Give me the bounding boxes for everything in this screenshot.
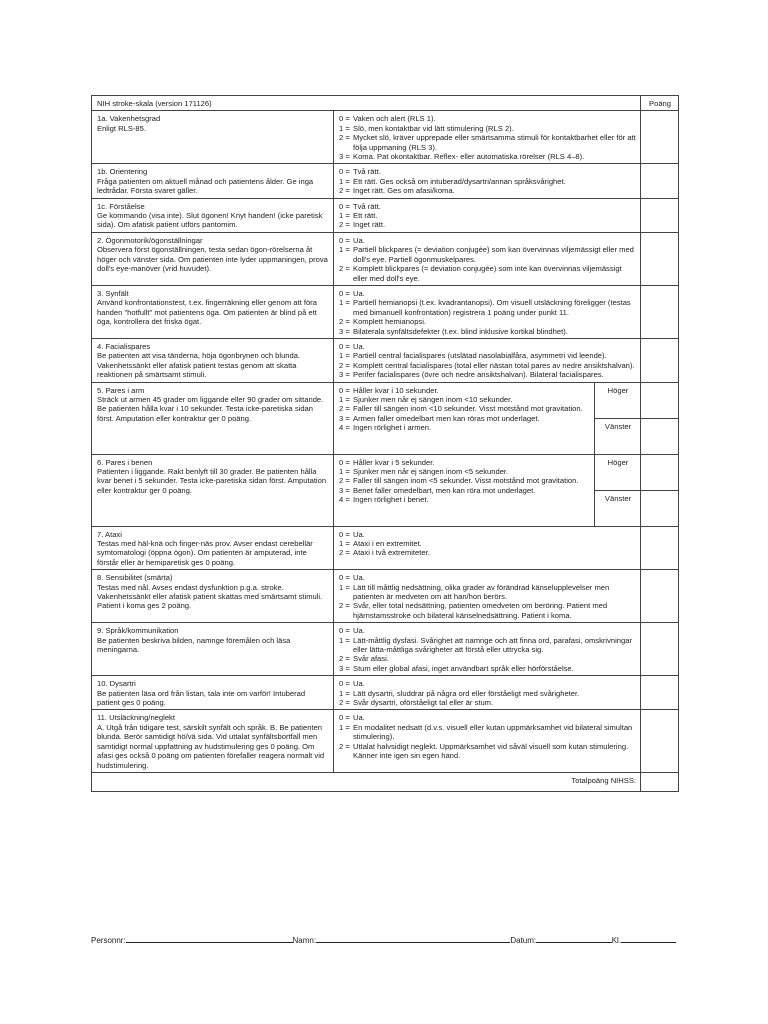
score-value: 2 = [339,601,350,611]
item-heading: 3. Synfält [97,288,129,298]
item-instructions: Enligt RLS-85. [97,123,146,133]
score-value: 3 = [339,326,350,336]
score-option [339,530,636,539]
nihss-form [91,95,676,792]
score-description: Ua. [353,235,365,245]
score-value: 0 = [339,626,350,636]
item-description-cell [92,570,334,623]
item-options-cell [334,454,595,526]
score-option [339,124,636,133]
score-option [339,713,636,722]
item-heading: 1c. Förståelse [97,201,145,211]
item-instructions: Be patienten beskriva bilden, namnge föremålen och läsa meningarna. [97,635,291,655]
item-heading: 4. Facialispares [97,341,151,351]
score-description: Två rätt. [353,201,381,211]
score-option [339,351,636,360]
item-row-1c [92,198,679,232]
score-option [339,486,590,495]
score-option [339,152,636,161]
score-option [339,245,636,264]
score-option [339,289,636,298]
score-value: 2 = [339,654,350,664]
points-cell[interactable] [641,418,679,454]
score-description: Ingen rörlighet i armen. [353,423,432,433]
item-heading: 10. Dysartri [97,679,136,689]
score-description: Perifer facialispares (övre och nedre ansiktshalvan). Bilateral facialispares. [353,370,604,380]
item-heading: 7. Ataxi [97,529,122,539]
personnr-label: Personnr: [91,936,126,945]
score-description: Bilaterala synfältsdefekter (t.ex. blind inklusive kortikal blindhet). [353,326,568,336]
item-row-1b [92,164,679,198]
score-option [339,626,636,635]
item-row-3 [92,285,679,338]
score-description: Vaken och alert (RLS 1). [353,114,436,124]
score-value: 0 = [339,201,350,211]
score-value: 0 = [339,288,350,298]
score-description: Ett rätt. Ges också om intuberad/dysartri/annan språksvårighet. [353,176,566,186]
item-options-cell [334,164,641,198]
score-value: 1 = [339,176,350,186]
score-value: 0 = [339,713,350,723]
score-value: 0 = [339,529,350,539]
item-heading: 5. Pares i arm [97,385,145,395]
item-description-cell [92,710,334,772]
score-description: Svår, eller total nedsättning, patienten omedveten om beröring. Patient med hjärnstamsstroke och bilateral känselnedsättning. Patient i koma. [353,601,608,620]
score-value: 1 = [339,635,350,645]
namn-label: Namn: [292,936,317,945]
score-value: 1 = [339,722,350,732]
score-description: Sjunker men når ej sängen inom <5 sekunder. [353,466,509,476]
item-description-cell [92,198,334,232]
score-description: Stum eller global afasi, inget användbart språk eller hörförståelse. [353,663,574,673]
item-instructions: Patienten i liggande. Rakt benlyft till 30 grader. Be patienten hålla kvar benet i 5 sekunder. Testa icke-paretiska sidan först. Amputation eller kontraktur ger 0 poäng. [97,466,327,495]
side-label-höger: Höger [595,454,641,490]
item-description-cell [92,338,334,382]
score-description: Inget rätt. Ges om afasi/koma. [353,186,455,196]
points-cell[interactable] [641,623,679,676]
score-description: Ett rätt. [353,211,378,221]
score-option [339,654,636,663]
datum-label: Datum: [510,936,537,945]
kl-label: Kl. [611,936,622,945]
item-options-cell [334,338,641,382]
total-row [92,772,679,791]
score-value: 0 = [339,235,350,245]
score-value: 2 = [339,360,350,370]
item-row-6 [92,454,679,490]
item-options-cell [334,198,641,232]
score-description: Faller till sängen inom <10 sekunder. Visst motstånd mot gravitation. [353,404,583,414]
item-instructions: Ge kommando (visa inte). Slut ögonen! Knyt handen! (icke paretisk sida). Om afatisk patient utförs pantomim. [97,211,323,230]
score-option [339,742,636,761]
points-cell[interactable] [641,526,679,570]
score-option [339,114,636,123]
item-description-cell [92,164,334,198]
score-value: 1 = [339,538,350,548]
side-label-vanster: Vänster [595,490,641,526]
personnr-field[interactable] [126,933,293,943]
score-description: Lätt dysartri, sluddrar på några ord eller förståeligt med svårigheter. [353,688,580,698]
score-description: Lätt-måttlig dysfasi. Svårighet att namnge och att finna ord, parafasi, omskrivningar eller lätta-måttliga svårigheter att förstå eller uttrycka sig. [353,635,632,655]
datum-field[interactable] [536,933,612,943]
score-option [339,220,636,229]
score-value: 0 = [339,385,350,395]
score-option [339,317,636,326]
item-instructions: Testas med nål. Avses endast dysfunktion p.g.a. stroke. Vakenhetssänkt eller afatisk patient skattas med smärtsamt stimuli. Patient i koma ges 2 poäng. [97,582,323,611]
score-option [339,573,636,582]
score-description: Ua. [353,529,365,539]
item-instructions: Observera först ögonställningen, testa sedan ögon-rörelserna åt höger och vänster sida. Om patienten inte lyder uppmaningen, prova doll's eye-manöver (vrid huvudet). [97,245,328,274]
item-row-5 [92,382,679,418]
score-value: 1 = [339,245,350,255]
item-heading: 2. Ögonmotorik/ögonställningar [97,235,203,245]
score-option [339,186,636,195]
score-option [339,167,636,176]
score-description: Partiell central facialispares (utslätad nasolabialfåra, asymmetri vid leende). [353,351,607,361]
score-option [339,689,636,698]
namn-field[interactable] [316,933,510,943]
score-value: 1 = [339,466,350,476]
score-value: 3 = [339,413,350,423]
score-value: 2 = [339,476,350,486]
score-description: Komplett hemianopsi. [353,317,427,327]
score-option [339,458,590,467]
item-heading: 9. Språk/kommunikation [97,626,179,636]
score-description: Ua. [353,679,365,689]
kl-field[interactable] [621,933,676,943]
score-description: Mycket slö, kräver upprepade eller smärtsamma stimuli för kontaktbarhet eller för att följa uppmaning (RLS 3). [353,133,636,152]
score-description: Komplett central facialispares (total eller nästan total pares av nedre ansiktshalvan). [353,360,635,370]
score-option [339,548,636,557]
item-row-11 [92,710,679,772]
score-value: 0 = [339,341,350,351]
item-options-cell [334,676,641,710]
score-description: Faller till sängen inom <5 sekunder. Visst motstånd mot gravitation. [353,476,579,486]
score-description: Håller kvar i 10 sekunder. [353,385,439,395]
score-option [339,636,636,655]
item-row-8 [92,570,679,623]
score-value: 0 = [339,114,350,124]
score-option [339,404,590,413]
score-description: Ingen rörlighet i benet. [353,495,429,505]
score-description: Sjunker men når ej sängen inom <10 sekunder. [353,394,513,404]
item-row-2 [92,232,679,285]
score-description: Två rätt. [353,167,381,177]
item-description-cell [92,526,334,570]
points-cell[interactable] [641,285,679,338]
score-description: Koma. Pat okontaktbar. Reflex- eller automatiska rörelser (RLS 4–8). [353,152,585,162]
score-value: 2 = [339,741,350,751]
score-description: Håller kvar i 5 sekunder. [353,457,435,467]
item-description-cell [92,623,334,676]
score-option [339,264,636,283]
score-description: Partiell blickpares (= deviation conjugée) som kan övervinnas viljemässigt eller med doll's eye. Partiell ögonmuskelpares. [353,245,634,264]
score-option [339,423,590,432]
score-option [339,495,590,504]
score-description: Ua. [353,626,365,636]
score-option [339,664,636,673]
item-description-cell [92,232,334,285]
score-option [339,327,636,336]
score-option [339,476,590,485]
item-options-cell [334,382,595,454]
score-value: 2 = [339,133,350,143]
points-cell[interactable] [641,676,679,710]
points-cell[interactable] [641,232,679,285]
score-description: Svår dysartri, oförståeligt tal eller är stum. [353,698,494,708]
score-option [339,177,636,186]
score-description: Ua. [353,288,365,298]
score-description: Ataxi i en extremitet. [353,538,422,548]
score-value: 2 = [339,404,350,414]
score-description: En modalitet nedsatt (d.v.s. visuell eller kutan uppmärksamhet vid bilateral simultan stimulering). [353,722,633,742]
score-value: 2 = [339,186,350,196]
score-value: 2 = [339,220,350,230]
score-value: 3 = [339,152,350,162]
score-value: 2 = [339,698,350,708]
item-row-10 [92,676,679,710]
score-value: 1 = [339,211,350,221]
item-heading: 6. Pares i benen [97,457,153,467]
score-description: Inget rätt. [353,220,386,230]
patient-info-footer [91,933,676,945]
score-option [339,211,636,220]
item-instructions: Sträck ut armen 45 grader om liggande eller 90 grader om sittande. Be patienten hålla kvar i 10 sekunder. Testa icke-paretiska sidan först. Amputation eller kontraktur ger 0 poäng. [97,394,324,423]
item-description-cell [92,676,334,710]
score-option [339,386,590,395]
points-cell[interactable] [641,382,679,418]
item-description-cell [92,285,334,338]
item-row-7 [92,526,679,570]
item-heading: 1b. Orientering [97,167,148,177]
score-value: 3 = [339,370,350,380]
score-description: Ua. [353,573,365,583]
points-cell[interactable] [641,454,679,490]
item-instructions: Testas med häl-knä och finger-näs prov. Avser endast cerebellär symtomatologi (öppna ögon). Om patienten är amputerad, inte förstår eller är hemiparetisk ges 0 poäng. [97,538,313,567]
score-description: Slö, men kontaktbar vid lätt stimulering (RLS 2). [353,123,514,133]
score-description: Partiell hemianopsi (t.ex. kvadrantanopsi). Om visuell utsläckning föreligger (testas med bimanuell konfrontation) registrera 1 poäng under punkt 11. [353,298,631,317]
points-cell[interactable] [641,490,679,526]
score-value: 3 = [339,485,350,495]
item-options-cell [334,111,641,164]
points-cell[interactable] [641,198,679,232]
score-value: 2 = [339,548,350,558]
score-value: 4 = [339,495,350,505]
score-value: 1 = [339,582,350,592]
item-heading: 11. Utsläckning/neglekt [97,713,175,723]
score-option [339,370,636,379]
score-value: 1 = [339,394,350,404]
item-options-cell [334,710,641,772]
item-description-cell [92,454,334,526]
score-option [339,236,636,245]
points-cell[interactable] [641,710,679,772]
item-description-cell [92,382,334,454]
item-options-cell [334,285,641,338]
item-row-9 [92,623,679,676]
score-value: 0 = [339,167,350,177]
score-value: 0 = [339,679,350,689]
score-description: Lätt till måttlig nedsättning, olika grader av förändrad känselupplevelser men patienten är medveten om att han/hon berörs. [353,582,610,601]
score-option [339,298,636,317]
score-option [339,723,636,742]
score-value: 0 = [339,457,350,467]
item-heading: 8. Sensibilitet (smärta) [97,573,173,583]
item-instructions: Be patienten att visa tänderna, höja ögonbrynen och blunda. Vakenhetssänkt eller afatisk patient testas genom att skatta reaktionen på smärtsamt stimuli. [97,351,301,380]
score-description: Armen faller omedelbart men kan röras mot underlaget. [353,413,540,423]
score-description: Komplett blickpares (= deviation conjugée) som inte kan övervinnas viljemässigt eller med doll's eye. [353,264,622,283]
score-value: 4 = [339,423,350,433]
item-row-1a [92,111,679,164]
score-value: 1 = [339,123,350,133]
score-option [339,679,636,688]
item-options-cell [334,570,641,623]
score-value: 2 = [339,317,350,327]
header-row [92,96,679,111]
score-description: Svår afasi. [353,654,389,664]
points-header: Poäng [641,96,679,111]
item-instructions: Använd konfrontationstest, t.ex. fingerräkning eller genom att föra handen "hotfullt" mot patientens öga. Om patienten är blind på ett öga, kontrollera det friska ögat. [97,298,317,327]
score-option [339,467,590,476]
item-row-4 [92,338,679,382]
score-option [339,342,636,351]
score-value: 2 = [339,264,350,274]
item-description-cell [92,111,334,164]
score-option [339,395,590,404]
item-instructions: Be patienten läsa ord från listan, tala inte om varför! Intuberad patient ges 0 poäng. [97,688,306,708]
item-options-cell [334,232,641,285]
score-option [339,414,590,423]
score-description: Benet faller omedelbart, men kan röra mot underlaget. [353,485,536,495]
score-option [339,601,636,620]
score-option [339,698,636,707]
score-option [339,583,636,602]
score-option [339,133,636,152]
score-value: 1 = [339,298,350,308]
nihss-table [91,95,679,792]
points-cell[interactable] [641,570,679,623]
score-value: 0 = [339,573,350,583]
item-options-cell [334,623,641,676]
score-description: Ua. [353,713,365,723]
score-option [339,539,636,548]
score-option [339,202,636,211]
points-cell[interactable] [641,164,679,198]
score-description: Ataxi i två extremiteter. [353,548,430,558]
form-title: NIH stroke-skala (version 171126) [92,96,641,111]
score-value: 3 = [339,663,350,673]
side-label-höger: Höger [595,382,641,418]
item-instructions: A. Utgå från tidigare test, särskilt synfält och språk. B. Be patienten blunda. Berör samtidigt hö/vä sida. Vid uttalat synfältsbortfall men samtidigt normal uppfattning av hudstimulering ges 0 poäng. Om afasi ges också 0 poäng om patienten förefaller reagera normalt vid hudstimulering. [97,722,325,770]
item-options-cell [334,526,641,570]
side-label-vanster: Vänster [595,418,641,454]
score-option [339,361,636,370]
points-cell[interactable] [641,338,679,382]
score-value: 1 = [339,351,350,361]
item-instructions: Fråga patienten om aktuell månad och patientens ålder. Ge inga ledtrådar. Första svaret gäller. [97,176,314,196]
score-description: Uttalat halvsidigt neglekt. Uppmärksamhet vid såväl visuell som kutan stimulering. Känner inte igen sin egen hand. [353,741,629,761]
score-description: Ua. [353,341,365,351]
score-value: 1 = [339,688,350,698]
total-label: Totalpoäng NIHSS: [92,772,641,791]
points-cell[interactable] [641,111,679,164]
total-points-cell[interactable] [641,772,679,791]
item-heading: 1a. Vakenhetsgrad [97,114,161,124]
